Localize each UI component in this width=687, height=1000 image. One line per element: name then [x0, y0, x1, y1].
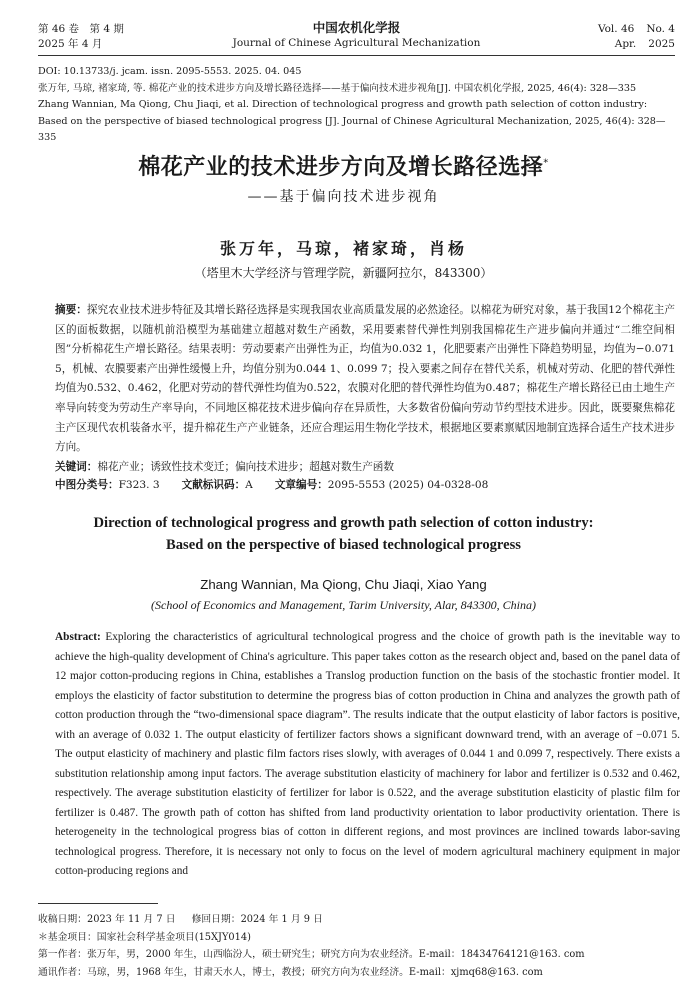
issue-label: No. 4 [646, 23, 675, 35]
corresponding-author-line: 通讯作者：马琼，男，1968 年生，甘肃天水人，博士，教授；研究方向为农业经济。E-mail：xjmq68@163. com [38, 966, 543, 978]
citation-cn: 张万年, 马琼, 褚家琦, 等. 棉花产业的技术进步方向及增长路径选择——基于偏向技术进步视角[J]. 中国农机化学报, 2025, 46(4): 328—335 [38, 82, 637, 94]
clc-label: 中图分类号： [55, 479, 119, 491]
volume-label: Vol. 46 [597, 23, 635, 35]
authors-cn: 张万年，马琼，褚家琦，肖杨 [219, 239, 467, 258]
volume-issue-cn: 第 46 卷 第 4 期 [38, 23, 124, 35]
paper-subtitle-cn: ——基于偏向技术进步视角 [247, 189, 440, 205]
title-en-line-1: Direction of technological progress and growth path selection of cotton industry: [93, 515, 594, 531]
affiliation-en: (School of Economics and Management, Tarim University, Alar, 843300, China) [151, 598, 536, 612]
abstract-en [55, 628, 680, 882]
abstract-cn-text: 探究农业技术进步特征及其增长路径选择是实现我国农业高质量发展的必然途径。以棉花为研究对象，基于我国12个棉花主产区的面板数据，以随机前沿模型为基础建立超越对数生产函数，采用要素替代弹性判别我国棉花生产进步偏向并通过“二维空间相图”分析棉花生产增长路径。结果表明：劳动要素产出弹性为正，均值为0.032 1，化肥要素产出弹性下降趋势明显，均值为−0.071 5，机械、农膜要素产出弹性缓慢上升，均值分别为0.044 1、0.099 7；投入要素之间存在替代关系，机械对劳动、化肥的替代弹性均值为0.532、0.462，化肥对劳动的替代弹性均值为0.522，农膜对化肥的替代弹性均值为0.487；棉花生产增长路径已由土地生产率导向转变为劳动生产率导向，不同地区棉花技术进步偏向存在异质性，大多数省份偏向劳动节约型技术进步。因此，既要聚焦棉花主产区现代农机装备水平，提升棉花生产产业链条，还应合理运用生物化学技术，根据地区要素禀赋因地制宜选择合适生产技术进步方向。 [55, 304, 675, 454]
header-divider [38, 55, 675, 56]
date-cn: 2025 年 4 月 [38, 38, 103, 50]
citation-en: Zhang Wannian, Ma Qiong, Chu Jiaqi, et al. Direction of technological progress and growth path selection of cotton industry: Based on the perspective of biased technological progress [J]. Journal of Chinese Agricultural Mechanization, 2025, 46(4): 328—335 [38, 99, 666, 143]
keywords-cn-label: 关键词： [55, 461, 98, 473]
revised-value: 2024 年 1 月 9 日 [240, 914, 323, 925]
abstract-cn-label: 摘要： [55, 304, 87, 316]
paper-title-en [0, 512, 687, 556]
doc-code-label: 文献标识码： [181, 479, 246, 491]
article-id-value: 2095-5553 (2025) 04-0328-08 [327, 479, 489, 491]
keywords-cn-text: 棉花产业；诱致性技术变迁；偏向技术进步；超越对数生产函数 [97, 461, 394, 473]
doi-line: DOI: 10.13733/j. jcam. issn. 2095-5553. 2025. 04. 045 [38, 66, 302, 77]
month-label: Apr. [614, 38, 637, 50]
abstract-cn [55, 301, 675, 458]
received-label: 收稿日期： [38, 914, 87, 925]
clc-value: F323. 3 [118, 479, 160, 491]
journal-name-cn: 中国农机化学报 [312, 20, 401, 35]
revised-label: 修回日期： [191, 914, 241, 925]
title-cn-text: 棉花产业的技术进步方向及增长路径选择 [138, 155, 544, 180]
received-value: 2023 年 11 月 7 日 [86, 914, 176, 925]
header-right [598, 22, 675, 52]
header-center [38, 20, 675, 51]
affiliation-cn: （塔里木大学经济与管理学院，新疆阿拉尔，843300） [194, 266, 493, 280]
article-id-label: 文章编号： [274, 479, 328, 491]
title-en-line-2: Based on the perspective of biased technological progress [166, 537, 521, 553]
authors-en: Zhang Wannian, Ma Qiong, Chu Jiaqi, Xiao Yang [200, 577, 487, 592]
fund-line: ＊基金项目：国家社会科学基金项目(15XJY014) [38, 931, 251, 943]
year-label: 2025 [648, 38, 675, 50]
running-header [38, 20, 675, 54]
journal-name-en: Journal of Chinese Agricultural Mechanization [232, 37, 481, 49]
abstract-en-text: Exploring the characteristics of agricultural technological progress and the choice of growth path is the inevitable way to achieve the high-quality development of China's agriculture. This paper takes cotton as the research object and, based on the panel data of 12 major cotton-producing regions in China, establishes a Translog production function on the basis of the stochastic frontier model. It employs the elasticity of factor substitution to determine the progress bias of cotton production in China and analyzes the growth path of cotton production through the “two-dimensional space diagram”. The results indicate that the output elasticity of labor factors is positive, with an average of 0.032 1. The output elasticity of fertilizer factors shows a significant downward trend, with an average of −0.071 5. The output elasticity of machinery and plastic film factors rises slowly, with averages of 0.044 1 and 0.099 7, respectively. There exists a substitution relationship among input factors. The average substitution elasticity of machinery for labor and fertilizer is 0.532 and 0.462, respectively. The average substitution elasticity of fertilizer for labor is 0.522, and the average substitution elasticity of plastic film for fertilizer is 0.487. The growth path of cotton has shifted from land productivity orientation to labor productivity orientation. There is heterogeneity in the technological progress bias of cotton in different regions, and most provinces are inclined towards labor-saving technological progress. Therefore, it is necessary not only to focus on the level of modern agricultural machinery equipment in major cotton-producing regions and [55, 631, 680, 877]
keywords-cn [55, 459, 675, 475]
dates-line [38, 911, 678, 929]
doc-code-value: A [245, 479, 253, 491]
citation-block [38, 64, 678, 147]
abstract-en-label: Abstract: [55, 631, 101, 643]
classification-line [55, 477, 675, 493]
title-footnote-mark: * [543, 157, 549, 169]
footnotes [38, 911, 678, 981]
paper-title-cn [0, 150, 687, 181]
footnote-divider [38, 903, 158, 904]
first-author-line: 第一作者：张万年，男，2000 年生，山西临汾人，硕士研究生；研究方向为农业经济。E-mail：18434764121@163. com [38, 949, 585, 960]
